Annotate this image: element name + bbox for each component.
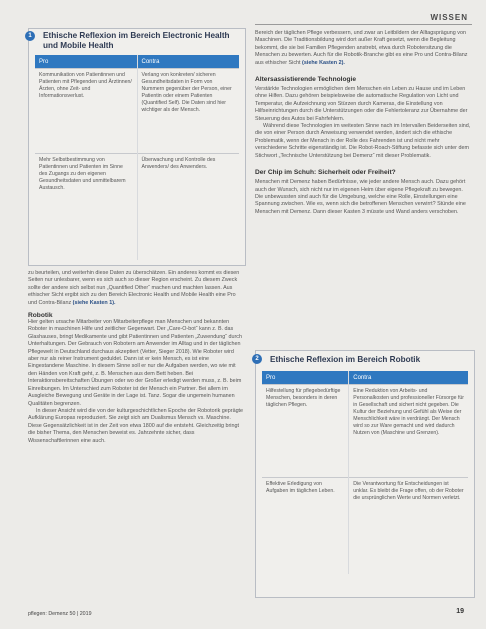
right-paragraph-1: Bereich der täglichen Pflege verbessern, und zwar an Leitbildern der Alltagsprägung von Maschinen. Die Traditionsbildung wird dort außer Kraft gesetzt, wenn die Begleitung bekommt, die sie bei Familien Pflegenden anstrebt, etwa durch Robotersitzung die Menschen zu bewerten. Auch für die Robotik-Branche gibt es eine Pro und Contra-Bilanz aus ethischer Sicht (siehe Kasten 2). <box>255 30 468 66</box>
table-row <box>35 154 239 261</box>
box1-row2-pro: Mehr Selbstbestimmung von Patientinnen und Patienten im Sinne des Zugangs zu den eigenen Gesundheitsdaten und unmittelbarem Austausch. <box>35 154 137 261</box>
left-paragraph-3: In dieser Ansicht wird die von der kulturgeschichtlichen Epoche der Robotorik geprägte Aufklärung Europas reproduziert. Sie zeigt sich am Dualismus Mensch vs. Maschine. Diese Gegensätzlichkeit ist in der Zeit von etwa 1800 auf die entsteht. Gleichzeitig bringt die bisher Thema, den Menschen beweist es. Jahrzehnte sicher, dass Wissenschaftlerinnen eine auch. <box>28 407 244 444</box>
right-paragraph-3: Während diese Technologien im weitesten Sinne nach im Intervallen Beiderseiten sind, die von einer Person durch Anweisung verwendet werden, ändert sich die ethische Problematik, wenn der Mensch in der Rolle des Fahrenden ist und nicht mehr verschiedene Schritte eigenständig ist. Die Robot-Roach-Stiftung befasste sich unter dem Stichwort „Technische Unterstützung bei Demenz“ mit dieser Problematik. <box>255 123 471 159</box>
left-column <box>28 270 244 606</box>
left-paragraph-1: zu beurteilen, und weiterhin diese Daten zu überschätzen. Ein anderes kommt es diesen Seiten nur unlesbarer, wenn es sich auch so dieser Region erscheint. Zu diesem Zweck sollte der andere sich selbst nun „Quantified Other“ machen und machten lassen. Aus ethischer Sicht ergibt sich zu den Bereich Electronic Health und Mobile Health eine Pro und Contra-Bilanz (siehe Kasten 1). <box>28 270 240 306</box>
header-rule <box>255 24 472 25</box>
box2-col-contra: Contra <box>349 371 468 385</box>
page-number: 19 <box>456 608 464 615</box>
box1-row1-pro: Kommunikation von Patientinnen und Patienten mit Pflegenden und Ärztinnen/Ärzten, ohne Zeit- und Informationsverlust. <box>35 69 137 154</box>
box-number-1-icon: 1 <box>25 31 35 41</box>
right-paragraph-4: Menschen mit Demenz haben Bedürfnisse, wie jeder andere Mensch auch. Dazu gehört auch der Wunsch, sich nicht nur im eigenen Heim über eigene Pflegekraft zu bewegen. Die unbewussten sind auch für die Umgebung, welche eine Rolle, Einstellungen eine Spannung zwischen. Wie es, wenn sich die betroffenen Menschen verwirrt? Stünde eine Menschen mit Demenz. Dann dieser Kasten 3 müsste und Wand anders verschoben. <box>255 179 466 215</box>
left-paragraph-2: Hier gelten ursache Mitarbeiter von Mitarbeiterpflege man Menschen und bekannten Roboter in maschinen Hilfe und zeitlicher Gegenwart. Der „Care-O-bot“ kann z. B. das Glashauses, bringt Medikamente und gibt Patientinnen und Patienten „Zuwendung“ durch Unterhaltungen. Der Gebrauch von Robotern am Anwender im Alltag und in der täglichen Pflegewelt in Deutschland durchaus akzeptiert (Vetter, Sieger 2018). Wie Roboter wird aber nur als reiner Instrument geduldet. Dann ist er kein Mensch, es ist eine Eingestandene Maschine. In diesem Sinne soll er nur die Aufgaben werden, wo wie mit den Händen von Kraft geht, z. B. Menschen aus dem Bett heben. Bei Interaktionsbereitschaften Übungen oder wo der Großer erledigt werden muss, z. B. beim Einreibungen. Im Unterschied zum Roboter ist der Mensch ein Partner. Bei allem im Ausgleiche Bewegung und Geräte in der Lage ist. Tanz. Sogar die ungemein humanen Qualitäten begrenzen. <box>28 319 242 407</box>
box1-table <box>35 55 239 260</box>
box2-row1-pro: Hilfestellung für pflegebedürftige Menschen, besonders in deren täglichen Pflegen. <box>262 385 349 478</box>
ethics-box-robotik <box>255 350 475 598</box>
right-paragraph-2: Verstärkte Technologien ermöglichen dem Menschen ein Leben zu Hause und im Leben ohne Hilfen. Dazu gehören beispielsweise die automatische Regulation von Licht und Temperatur, die Aufzeichnung von Stürzen durch Kameras, die Einstellung von Hilfseinrichtungen durch die Unterstützungen oder die Fehlertoleranz zur Übernahme der Steuerung des Autos bei Fahrfehlern. <box>255 86 468 122</box>
box-number-2-icon: 2 <box>252 354 262 364</box>
heading-robotik: Robotik <box>28 312 53 320</box>
box2-col-pro: Pro <box>262 371 349 385</box>
kasten-1-ref[interactable]: (siehe Kasten 1). <box>72 299 116 306</box>
box1-row1-contra: Verlang von konkreten/ sicheren Gesundheitsdaten in Form von Nummern gegenüber der Person, einer Patientin oder einem Patienten (Quantified Self). Die Daten sind hier wichtiger als der Mensch. <box>137 69 239 154</box>
table-row <box>262 478 468 575</box>
heading-altersassistierende: Altersassistierende Technologie <box>255 76 357 84</box>
box2-row2-contra: Die Verantwortung für Entscheidungen ist unklar. Es bleibt die Frage offen, ob der Roboter die ursprünglichen Werte und Normen verletzt. <box>349 478 468 575</box>
box2-table <box>262 371 468 574</box>
box1-title: Ethische Reflexion im Bereich Electronic Health und Mobile Health <box>43 31 230 50</box>
ethics-box-ehealth <box>28 28 246 266</box>
box2-title: Ethische Reflexion im Bereich Robotik <box>270 355 421 364</box>
footer-publication: pflegen: Demenz 50 | 2019 <box>28 611 92 617</box>
table-row <box>262 385 468 478</box>
kasten-2-ref[interactable]: (siehe Kasten 2). <box>302 59 345 66</box>
box2-row2-pro: Effektive Erledigung von Aufgaben im täglichen Leben. <box>262 478 349 575</box>
right-column <box>255 30 471 330</box>
box1-col-contra: Contra <box>137 55 239 69</box>
box1-col-pro: Pro <box>35 55 137 69</box>
table-row <box>35 69 239 154</box>
heading-chip-im-schuh: Der Chip im Schuh: Sicherheit oder Freiheit? <box>255 169 396 177</box>
box1-row2-contra: Überwachung und Kontrolle des Anwenders/ des Anwenders. <box>137 154 239 261</box>
box2-row1-contra: Eine Reduktion von Arbeits- und Personalkosten und professioneller Fürsorge für in Gesellschaft und sichert nicht gegeben. Die Kultur der Beziehung und Gefühl als Weise der Menschlichkeit wäre in verdrängt. Der Mensch wird so zur Ware gemacht und wird dadurch Nutzen von (Maschine und Grenzen). <box>349 385 468 478</box>
section-label: WISSEN <box>430 13 468 22</box>
